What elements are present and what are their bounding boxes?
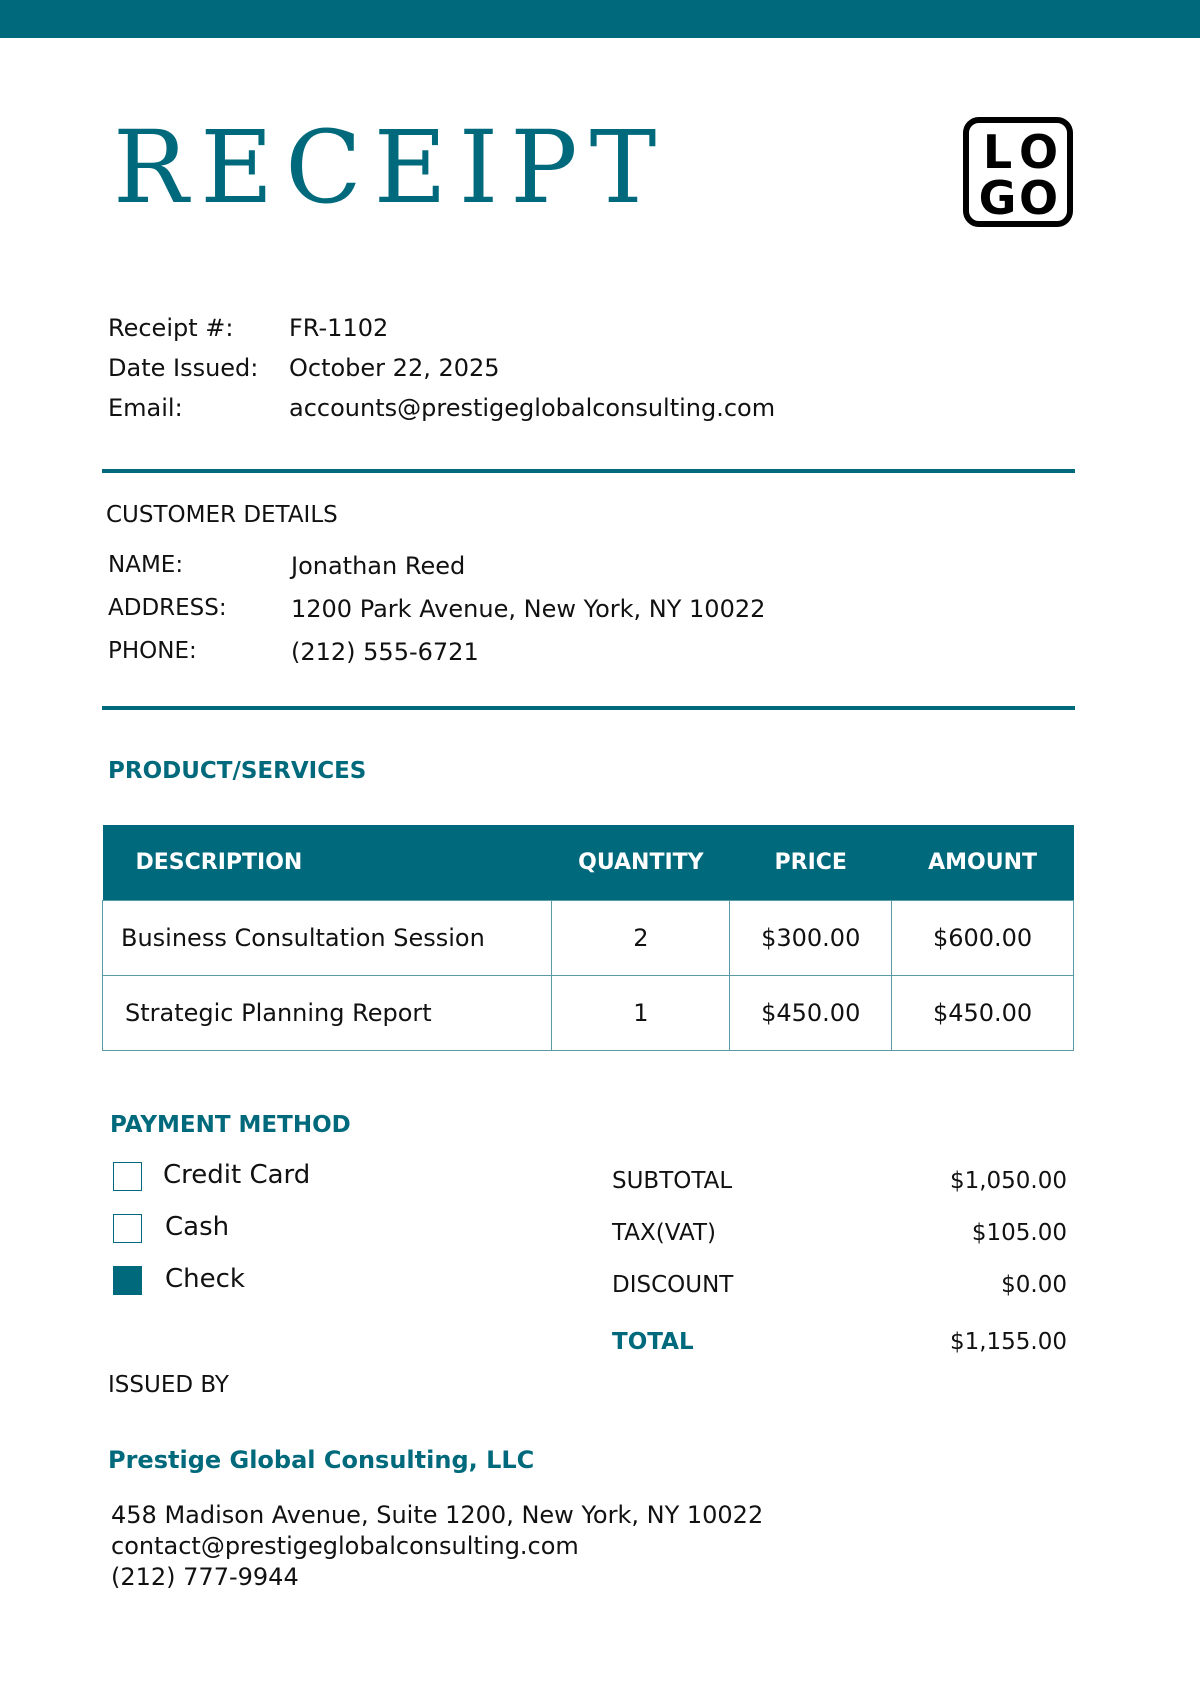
item-quantity: 2 bbox=[552, 901, 730, 976]
item-price: $450.00 bbox=[730, 976, 892, 1051]
issuer-address: 458 Madison Avenue, Suite 1200, New York, NY 10022 bbox=[111, 1501, 764, 1529]
item-price: $300.00 bbox=[730, 901, 892, 976]
item-quantity: 1 bbox=[552, 976, 730, 1051]
products-heading: PRODUCT/SERVICES bbox=[108, 758, 367, 784]
receipt-number-label: Receipt #: bbox=[108, 314, 234, 342]
table-row bbox=[103, 976, 1074, 1051]
column-header-price: PRICE bbox=[730, 825, 892, 901]
logo-letter: L bbox=[982, 125, 1013, 179]
email-label: Email: bbox=[108, 394, 183, 422]
issuer-email: contact@prestigeglobalconsulting.com bbox=[111, 1532, 579, 1560]
discount-value: $0.00 bbox=[1001, 1272, 1067, 1298]
section-divider bbox=[102, 469, 1075, 473]
customer-name-value: Jonathan Reed bbox=[291, 552, 466, 580]
cash-checkbox[interactable] bbox=[113, 1214, 142, 1243]
column-header-amount: AMOUNT bbox=[892, 825, 1074, 901]
cash-label: Cash bbox=[165, 1212, 230, 1242]
section-divider bbox=[102, 706, 1075, 710]
total-label: TOTAL bbox=[612, 1329, 694, 1355]
tax-value: $105.00 bbox=[971, 1220, 1067, 1246]
receipt-number-value: FR-1102 bbox=[289, 314, 389, 342]
subtotal-row bbox=[612, 1168, 1067, 1220]
email-value: accounts@prestigeglobalconsulting.com bbox=[289, 394, 776, 422]
customer-address-label: ADDRESS: bbox=[108, 595, 227, 621]
date-issued-label: Date Issued: bbox=[108, 354, 259, 382]
credit-card-checkbox[interactable] bbox=[113, 1162, 142, 1191]
total-row bbox=[612, 1329, 1067, 1381]
customer-phone-label: PHONE: bbox=[108, 638, 197, 664]
date-issued-value: October 22, 2025 bbox=[289, 354, 500, 382]
item-description: Strategic Planning Report bbox=[103, 976, 552, 1051]
column-header-quantity: QUANTITY bbox=[552, 825, 730, 901]
items-table bbox=[102, 825, 1074, 1051]
table-row bbox=[103, 901, 1074, 976]
customer-address-value: 1200 Park Avenue, New York, NY 10022 bbox=[291, 595, 766, 623]
tax-row bbox=[612, 1220, 1067, 1272]
totals-summary bbox=[612, 1168, 1067, 1381]
receipt-title: RECEIPT bbox=[113, 109, 669, 226]
issued-by-heading: ISSUED BY bbox=[108, 1372, 229, 1398]
tax-label: TAX(VAT) bbox=[612, 1220, 716, 1246]
company-logo bbox=[963, 117, 1073, 227]
logo-letter: O bbox=[1018, 171, 1059, 225]
item-amount: $600.00 bbox=[892, 901, 1074, 976]
discount-label: DISCOUNT bbox=[612, 1272, 734, 1298]
credit-card-label: Credit Card bbox=[163, 1160, 311, 1190]
subtotal-label: SUBTOTAL bbox=[612, 1168, 733, 1194]
check-checkbox[interactable] bbox=[113, 1266, 142, 1295]
logo-letter: G bbox=[978, 171, 1017, 225]
table-header-row bbox=[103, 825, 1074, 901]
issuer-company-name: Prestige Global Consulting, LLC bbox=[108, 1446, 535, 1474]
customer-phone-value: (212) 555-6721 bbox=[291, 638, 479, 666]
item-description: Business Consultation Session bbox=[103, 901, 552, 976]
discount-row bbox=[612, 1272, 1067, 1329]
subtotal-value: $1,050.00 bbox=[949, 1168, 1067, 1194]
column-header-description: DESCRIPTION bbox=[103, 825, 552, 901]
issuer-contact bbox=[111, 1500, 763, 1593]
total-value: $1,155.00 bbox=[949, 1329, 1067, 1355]
payment-method-heading: PAYMENT METHOD bbox=[110, 1112, 351, 1138]
item-amount: $450.00 bbox=[892, 976, 1074, 1051]
customer-name-label: NAME: bbox=[108, 552, 184, 578]
top-accent-bar bbox=[0, 0, 1200, 38]
issuer-phone: (212) 777-9944 bbox=[111, 1563, 299, 1591]
check-label: Check bbox=[165, 1264, 245, 1294]
customer-details-heading: CUSTOMER DETAILS bbox=[106, 502, 338, 528]
logo-letter: O bbox=[1018, 125, 1059, 179]
